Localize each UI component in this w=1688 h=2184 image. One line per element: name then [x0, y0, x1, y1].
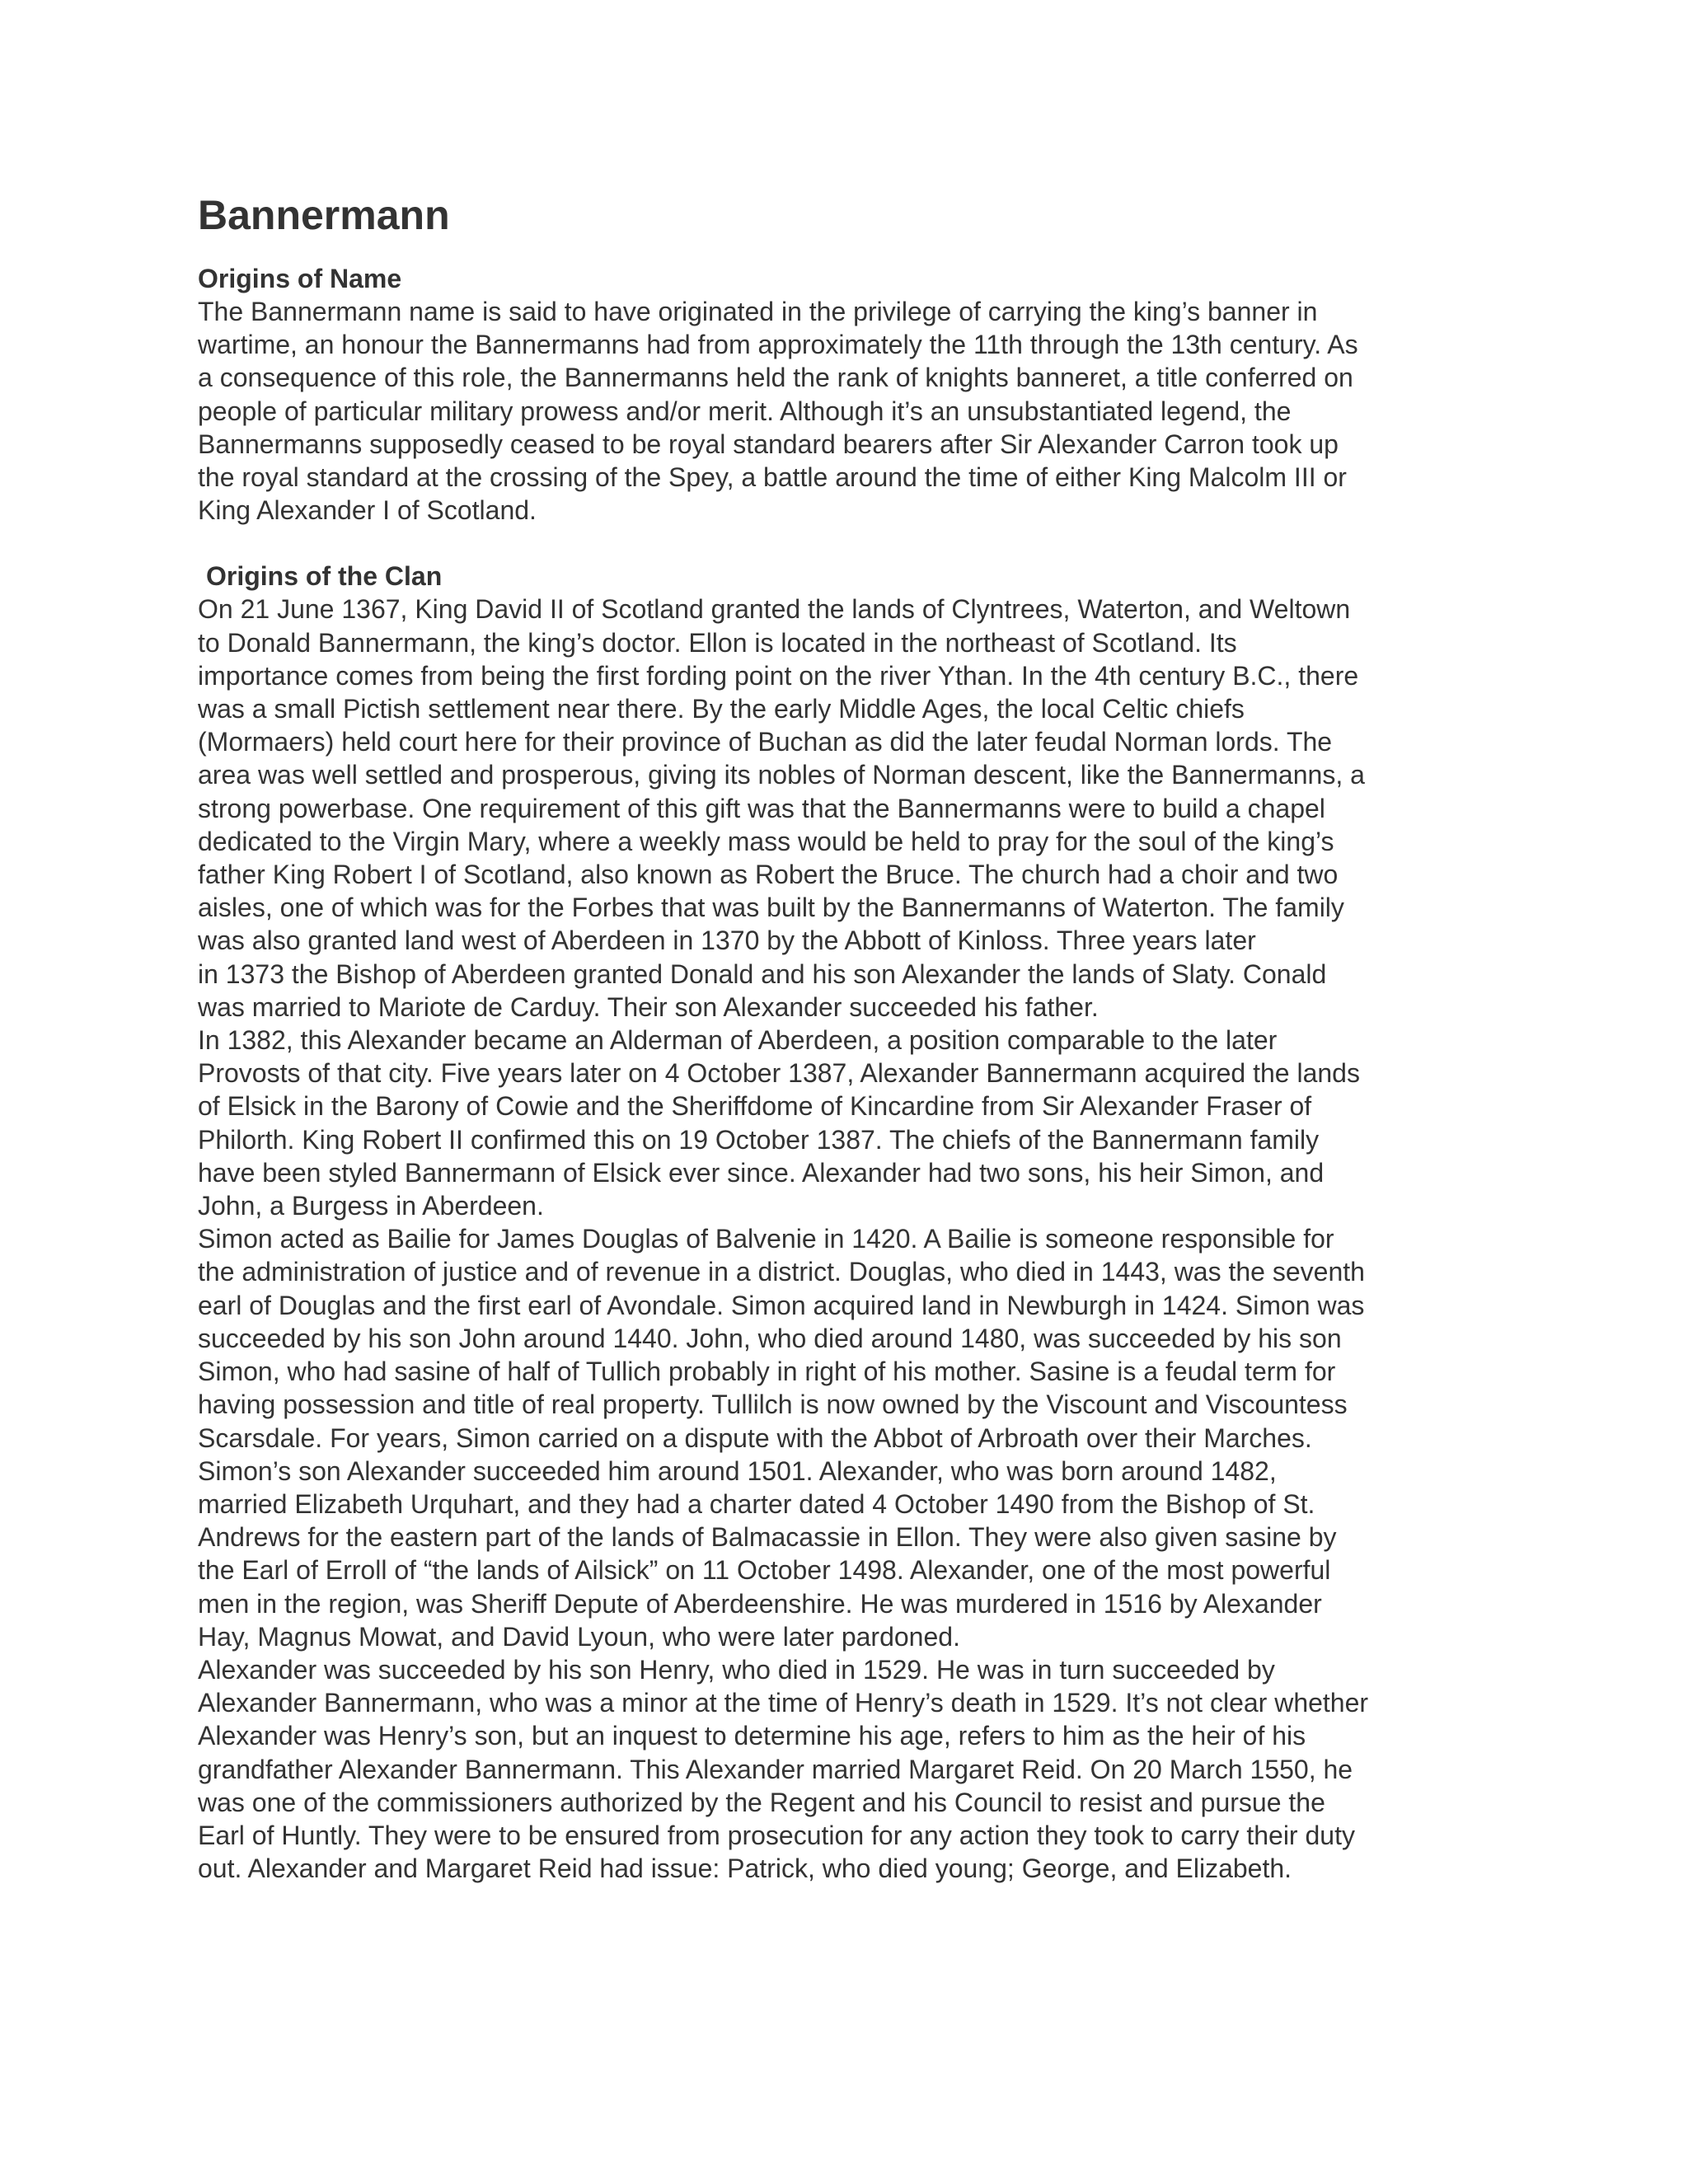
- text-line: Provosts of that city. Five years later on 4 October 1387, Alexander Bannermann acquired the lands: [198, 1058, 1360, 1089]
- text-line: Bannermanns supposedly ceased to be royal standard bearers after Sir Alexander Carron took up: [198, 429, 1339, 459]
- text-line: strong powerbase. One requirement of this gift was that the Bannermanns were to build a chapel: [198, 793, 1325, 823]
- text-line: King Alexander I of Scotland.: [198, 495, 537, 526]
- text-line: (Mormaers) held court here for their province of Buchan as did the later feudal Norman lords. The: [198, 727, 1333, 757]
- text-line: Simon’s son Alexander succeeded him around 1501. Alexander, who was born around 1482,: [198, 1455, 1277, 1486]
- paragraph: [198, 1653, 1484, 1885]
- text-line: Alexander was Henry’s son, but an inquest to determine his age, refers to him as the heir of his: [198, 1721, 1306, 1751]
- text-line: Simon acted as Bailie for James Douglas of Balvenie in 1420. A Bailie is someone responsible for: [198, 1224, 1334, 1254]
- text-line: men in the region, was Sheriff Depute of Aberdeenshire. He was murdered in 1516 by Alexander: [198, 1588, 1322, 1619]
- text-line: importance comes from being the first fording point on the river Ythan. In the 4th century B.C., there: [198, 660, 1359, 691]
- text-line: in 1373 the Bishop of Aberdeen granted Donald and his son Alexander the lands of Slaty. Conald: [198, 958, 1327, 989]
- text-line: the royal standard at the crossing of the Spey, a battle around the time of either King Malcolm III or: [198, 462, 1347, 493]
- paragraph: [198, 593, 1484, 1024]
- text-line: Simon, who had sasine of half of Tullich probably in right of his mother. Sasine is a feudal term for: [198, 1357, 1336, 1387]
- page-title: Bannermann: [198, 192, 450, 238]
- text-line: grandfather Alexander Bannermann. This Alexander married Margaret Reid. On 20 March 1550, he: [198, 1754, 1353, 1784]
- text-line: aisles, one of which was for the Forbes that was built by the Bannermanns of Waterton. The family: [198, 893, 1344, 923]
- section-heading: Origins of Name: [198, 264, 402, 293]
- text-line: a consequence of this role, the Bannermanns held the rank of knights banneret, a title conferred on: [198, 363, 1353, 393]
- text-line: On 21 June 1367, King David II of Scotland granted the lands of Clyntrees, Waterton, and Weltown: [198, 594, 1351, 625]
- paragraph: [198, 1222, 1484, 1454]
- text-line: was one of the commissioners authorized by the Regent and his Council to resist and pursue the: [198, 1787, 1325, 1817]
- text-line: having possession and title of real property. Tullilch is now owned by the Viscount and Viscountess: [198, 1390, 1348, 1420]
- text-line: have been styled Bannermann of Elsick ever since. Alexander had two sons, his heir Simon, and: [198, 1157, 1325, 1188]
- text-line: John, a Burgess in Aberdeen.: [198, 1191, 544, 1221]
- text-line: was also granted land west of Aberdeen in 1370 by the Abbott of Kinloss. Three years later: [198, 926, 1256, 956]
- text-line: Andrews for the eastern part of the lands of Balmacassie in Ellon. They were also given sasine by: [198, 1522, 1337, 1553]
- text-line: the administration of justice and of revenue in a district. Douglas, who died in 1443, was the seventh: [198, 1257, 1365, 1287]
- text-line: Alexander was succeeded by his son Henry, who died in 1529. He was in turn succeeded by: [198, 1654, 1275, 1685]
- text-line: succeeded by his son John around 1440. John, who died around 1480, was succeeded by his son: [198, 1323, 1342, 1353]
- section-origins-of-name: [198, 262, 1484, 527]
- text-line: area was well settled and prosperous, giving its nobles of Norman descent, like the Bannermanns, a: [198, 760, 1365, 790]
- text-line: married Elizabeth Urquhart, and they had a charter dated 4 October 1490 from the Bishop of St.: [198, 1488, 1315, 1519]
- text-line: In 1382, this Alexander became an Alderman of Aberdeen, a position comparable to the later: [198, 1025, 1278, 1056]
- section-heading: Origins of the Clan: [206, 561, 443, 592]
- text-line: Philorth. King Robert II confirmed this on 19 October 1387. The chiefs of the Bannermann family: [198, 1124, 1320, 1155]
- text-line: the Earl of Erroll of “the lands of Ailsick” on 11 October 1498. Alexander, one of the most powerful: [198, 1555, 1331, 1586]
- text-line: Hay, Magnus Mowat, and David Lyoun, who were later pardoned.: [198, 1621, 960, 1652]
- text-line: father King Robert I of Scotland, also known as Robert the Bruce. The church had a choir and two: [198, 860, 1339, 890]
- paragraph: [198, 295, 1484, 527]
- text-line: Alexander Bannermann, who was a minor at the time of Henry’s death in 1529. It’s not clear whether: [198, 1688, 1369, 1718]
- paragraph: [198, 1455, 1484, 1653]
- text-line: to Donald Bannermann, the king’s doctor. Ellon is located in the northeast of Scotland. Its: [198, 627, 1237, 658]
- text-line: was a small Pictish settlement near there. By the early Middle Ages, the local Celtic chiefs: [198, 694, 1245, 724]
- text-line: Scarsdale. For years, Simon carried on a dispute with the Abbot of Arbroath over their Marches.: [198, 1422, 1312, 1453]
- paragraph: [198, 1024, 1484, 1222]
- section-origins-of-the-clan: [198, 560, 1484, 1885]
- text-line: The Bannermann name is said to have originated in the privilege of carrying the king’s banner in: [198, 297, 1318, 326]
- text-line: of Elsick in the Barony of Cowie and the Sheriffdome of Kincardine from Sir Alexander Fraser of: [198, 1091, 1312, 1122]
- text-line: people of particular military prowess and/or merit. Although it’s an unsubstantiated legend, the: [198, 396, 1292, 426]
- text-line: wartime, an honour the Bannermanns had from approximately the 11th through the 13th century. As: [198, 330, 1358, 360]
- text-line: Earl of Huntly. They were to be ensured from prosecution for any action they took to carry their duty: [198, 1820, 1355, 1850]
- document-page: [198, 186, 1484, 1885]
- text-line: dedicated to the Virgin Mary, where a weekly mass would be held to pray for the soul of the king’s: [198, 826, 1334, 856]
- text-line: out. Alexander and Margaret Reid had issue: Patrick, who died young; George, and Elizabeth.: [198, 1854, 1292, 1884]
- text-line: was married to Mariote de Carduy. Their son Alexander succeeded his father.: [198, 991, 1099, 1022]
- section-spacer: [198, 527, 1484, 560]
- text-line: earl of Douglas and the first earl of Avondale. Simon acquired land in Newburgh in 1424. Simon was: [198, 1290, 1365, 1320]
